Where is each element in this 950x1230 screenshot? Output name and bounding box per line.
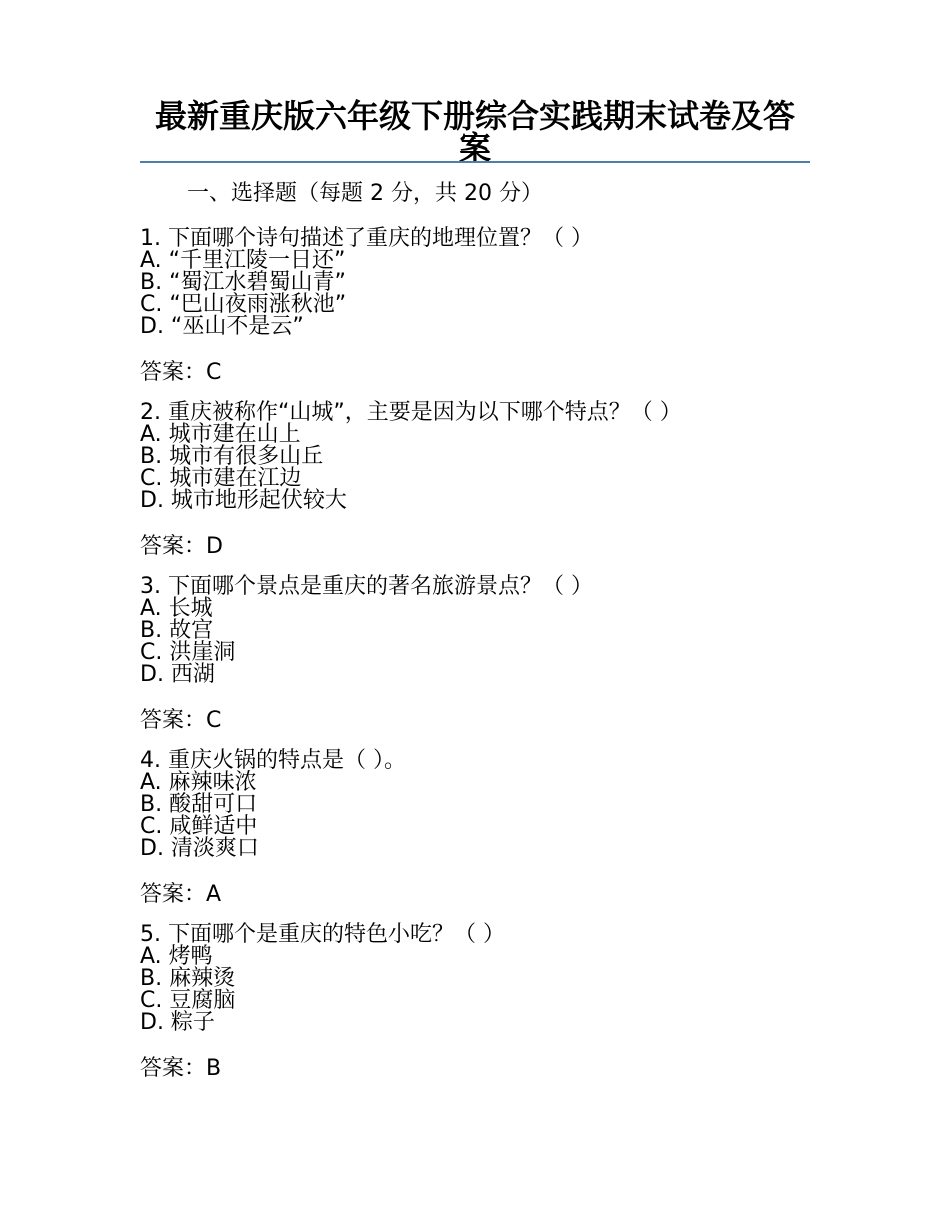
option-a: A. 长城	[140, 596, 213, 621]
question-block	[140, 228, 840, 386]
title-divider	[140, 161, 810, 163]
option-b: B. 故宫	[140, 618, 214, 643]
option-c: C. “巴山夜雨涨秋池”	[140, 292, 347, 317]
option-b: B. 麻辣烫	[140, 966, 236, 991]
question-block	[140, 924, 840, 1082]
option-d: D. 粽子	[140, 1010, 215, 1035]
question-block	[140, 402, 840, 560]
option-c: C. 城市建在江边	[140, 466, 302, 491]
question-text: 3. 下面哪个景点是重庆的著名旅游景点？（ ）	[140, 574, 593, 599]
option-d: D. 西湖	[140, 662, 215, 687]
question-text: 1. 下面哪个诗句描述了重庆的地理位置？（ ）	[140, 226, 593, 251]
option-a: A. 烤鸭	[140, 944, 213, 969]
option-d: D. “巫山不是云”	[140, 314, 304, 339]
option-d: D. 清淡爽口	[140, 836, 259, 861]
option-a: A. 麻辣味浓	[140, 770, 257, 795]
answer-text: 答案：A	[140, 882, 222, 907]
option-b: B. 酸甜可口	[140, 792, 258, 817]
answer-text: 答案：C	[140, 708, 222, 733]
answer-text: 答案：B	[140, 1056, 222, 1081]
question-block	[140, 750, 840, 908]
answer-text: 答案：C	[140, 360, 222, 385]
option-a: A. 城市建在山上	[140, 422, 301, 447]
question-text: 5. 下面哪个是重庆的特色小吃？（ ）	[140, 922, 505, 947]
option-b: B. “蜀江水碧蜀山青”	[140, 270, 346, 295]
question-text: 4. 重庆火锅的特点是（ ）。	[140, 748, 406, 773]
option-a: A. “千里江陵一日还”	[140, 248, 346, 273]
option-d: D. 城市地形起伏较大	[140, 488, 347, 513]
option-c: C. 洪崖洞	[140, 640, 236, 665]
option-c: C. 咸鲜适中	[140, 814, 258, 839]
answer-text: 答案：D	[140, 534, 223, 559]
question-block	[140, 576, 840, 734]
option-b: B. 城市有很多山丘	[140, 444, 324, 469]
question-text: 2. 重庆被称作“山城”，主要是因为以下哪个特点？（ ）	[140, 400, 682, 425]
option-c: C. 豆腐脑	[140, 988, 236, 1013]
page-title: 最新重庆版六年级下册综合实践期末试卷及答案	[154, 97, 795, 167]
section-heading: 一、选择题（每题 2 分，共 20 分）	[187, 181, 543, 206]
